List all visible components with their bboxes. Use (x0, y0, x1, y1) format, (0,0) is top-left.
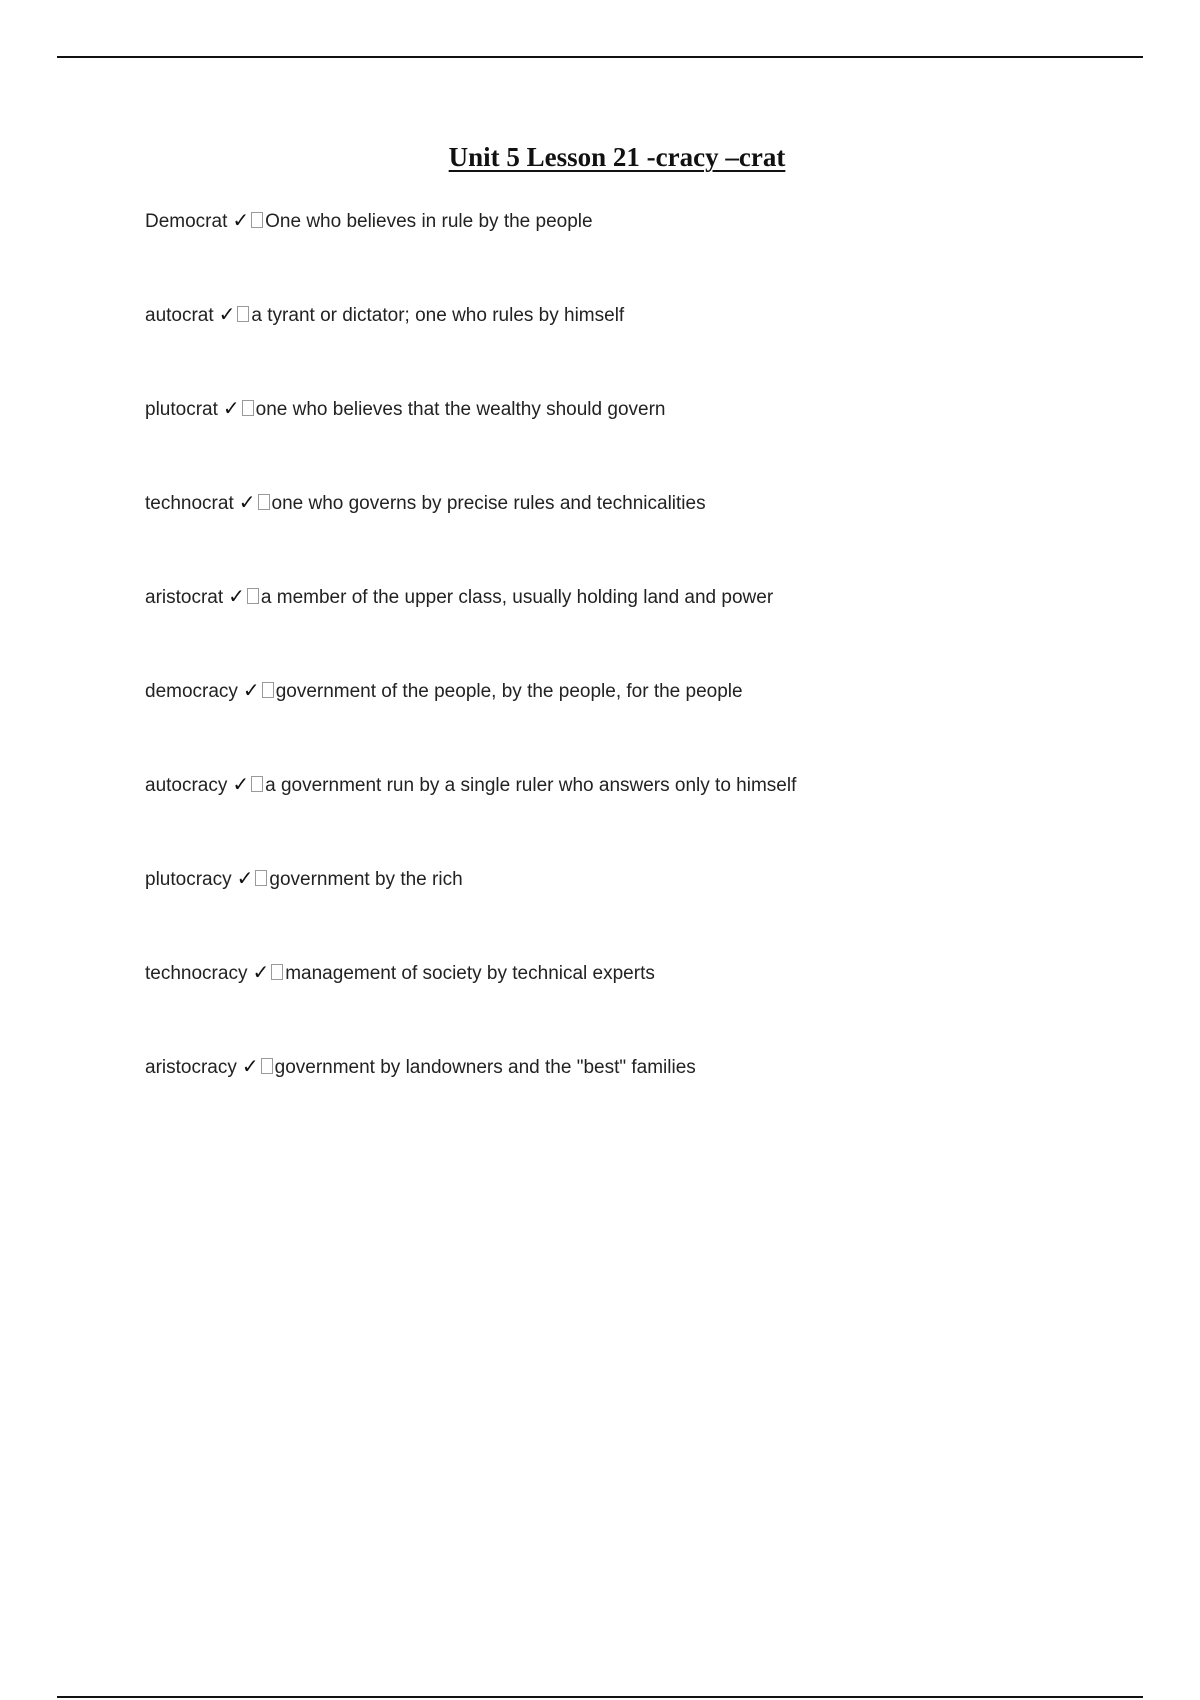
top-rule (57, 56, 1143, 58)
definition: management of society by technical experts (285, 963, 655, 984)
term: plutocracy (145, 869, 232, 890)
list-item (145, 771, 1145, 865)
term-list (145, 207, 1145, 1147)
missing-glyph-box-icon (262, 682, 274, 698)
term: plutocrat (145, 399, 218, 420)
term: technocracy (145, 963, 248, 984)
missing-glyph-box-icon (258, 494, 270, 510)
check-mark-icon: ✓ (232, 208, 250, 232)
definition: a tyrant or dictator; one who rules by himself (251, 305, 625, 326)
list-item (145, 301, 1145, 395)
check-mark-icon: ✓ (232, 772, 250, 796)
check-mark-icon: ✓ (252, 960, 270, 984)
term: autocrat (145, 305, 214, 326)
check-mark-icon: ✓ (241, 1054, 259, 1078)
missing-glyph-box-icon (251, 212, 263, 228)
term: autocracy (145, 775, 228, 796)
list-item (145, 865, 1145, 959)
check-mark-icon: ✓ (228, 584, 245, 608)
check-mark-icon: ✓ (218, 302, 236, 326)
missing-glyph-box-icon (271, 964, 283, 980)
missing-glyph-box-icon (255, 870, 267, 886)
definition: government of the people, by the people, for the people (275, 681, 743, 702)
definition: One who believes in rule by the people (265, 211, 593, 232)
list-item (145, 583, 1145, 677)
term: Democrat (145, 211, 228, 232)
definition: a government run by a single ruler who answers only to himself (265, 775, 797, 796)
term: technocrat (145, 493, 234, 514)
missing-glyph-box-icon (242, 400, 254, 416)
missing-glyph-box-icon (237, 306, 249, 322)
check-mark-icon: ✓ (222, 396, 240, 420)
term: aristocrat (145, 587, 224, 608)
list-item (145, 959, 1145, 1053)
definition: government by the rich (269, 869, 463, 890)
missing-glyph-box-icon (261, 1058, 273, 1074)
bottom-rule (57, 1696, 1143, 1698)
list-item (145, 207, 1145, 301)
term: democracy (145, 681, 238, 702)
definition: government by landowners and the "best" families (274, 1057, 696, 1078)
list-item (145, 395, 1145, 489)
term: aristocracy (145, 1057, 237, 1078)
list-item (145, 489, 1145, 583)
page-title (0, 140, 1200, 174)
check-mark-icon: ✓ (236, 866, 254, 890)
list-item (145, 1053, 1145, 1147)
list-item (145, 677, 1145, 771)
missing-glyph-box-icon (251, 776, 263, 792)
definition: a member of the upper class, usually holding land and power (260, 587, 774, 608)
definition: one who believes that the wealthy should govern (255, 399, 666, 420)
page-title-text: Unit 5 Lesson 21 -cracy –crat (448, 142, 786, 172)
check-mark-icon: ✓ (238, 490, 256, 514)
check-mark-icon: ✓ (242, 678, 260, 702)
missing-glyph-box-icon (247, 588, 259, 604)
definition: one who governs by precise rules and technicalities (271, 493, 706, 514)
